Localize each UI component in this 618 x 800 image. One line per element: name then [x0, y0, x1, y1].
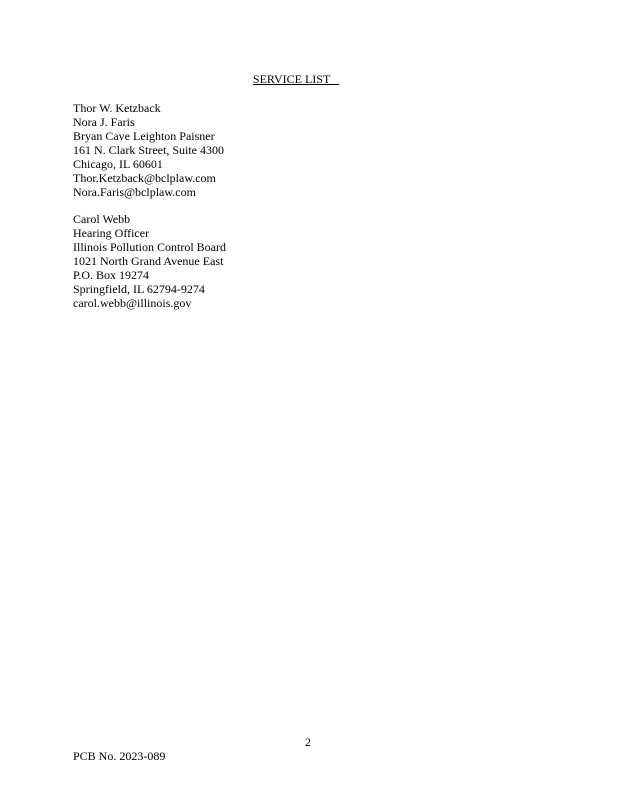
contact-email: carol.webb@illinois.gov: [73, 296, 192, 310]
contact-firm: Bryan Cave Leighton Paisner: [73, 129, 215, 143]
case-number-footer: PCB No. 2023-089: [73, 749, 166, 763]
contact-street-address: 161 N. Clark Street, Suite 4300: [73, 143, 224, 157]
contact-title: Hearing Officer: [73, 226, 150, 240]
contact-name: Carol Webb: [73, 212, 131, 226]
contact-city-state-zip: Chicago, IL 60601: [73, 157, 163, 171]
contact-block-ketzback-faris: [73, 101, 224, 199]
contact-email: Nora.Faris@bclplaw.com: [73, 185, 196, 199]
contact-block-webb: [73, 212, 226, 310]
service-list-heading: SERVICE LIST: [252, 72, 340, 86]
contact-street-address: 1021 North Grand Avenue East: [73, 254, 224, 268]
contact-organization: Illinois Pollution Control Board: [73, 240, 227, 254]
contact-po-box: P.O. Box 19274: [73, 268, 150, 282]
contact-city-state-zip: Springfield, IL 62794-9274: [73, 282, 205, 296]
contact-email: Thor.Ketzback@bclplaw.com: [73, 171, 216, 185]
page-number: 2: [305, 735, 311, 749]
contact-name: Nora J. Faris: [73, 115, 135, 129]
contact-name: Thor W. Ketzback: [73, 101, 161, 115]
